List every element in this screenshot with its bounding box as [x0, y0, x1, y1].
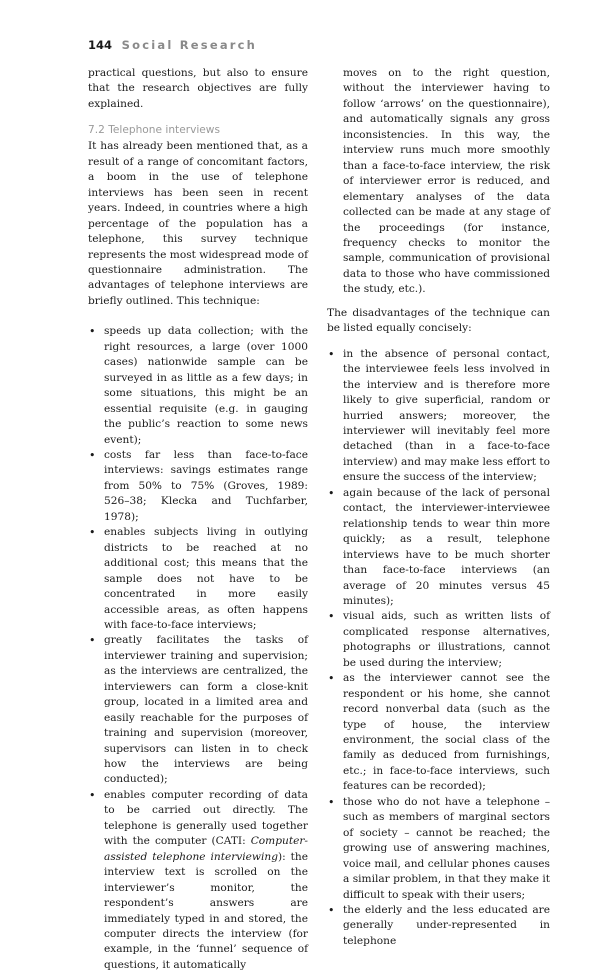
right-column	[327, 66, 550, 949]
advantages-list	[88, 324, 308, 973]
list-item	[88, 788, 308, 973]
left-column	[88, 66, 308, 973]
list-item: • costs far less than face-to-face interviews: savings estimates range from 50% to 75% (Groves, 1989: 526–38; Klecka and Tuchfarber, 1978);	[88, 448, 308, 525]
list-item: • greatly facilitates the tasks of interviewer training and supervision; as the interviews are centralized, the interviewers can form a close-knit group, located in a limited area and easily reachable for the purposes of training and supervision (moreover, supervisors can listen in to check how the interviews are being conducted);	[88, 633, 308, 788]
intro-paragraph: It has already been mentioned that, as a result of a range of concomitant factors, a boom in the use of telephone interviews has been seen in recent years. Indeed, in countries where a high percentage of the population has a telephone, this survey technique represents the most widespread mode of questionnaire administration. The advantages of telephone interviews are briefly outlined. This technique:	[88, 140, 308, 307]
list-item: • visual aids, such as written lists of complicated response alternatives, photographs or illustrations, cannot be used during the interview;	[327, 609, 550, 671]
list-item: • the elderly and the less educated are generally under-represented in telephone	[327, 903, 550, 949]
continued-bullet-text: moves on to the right question, without the interviewer having to follow ‘arrows’ on the questionnaire), and automatically signals any gross inconsistencies. In this way, the interview runs much more smoothly than a face-to-face interview, the risk of interviewer error is reduced, and elementary analyses of the data collected can be made at any stage of the proceedings (for instance, frequency checks to monitor the sample, communication of provisional data to those who have commissioned the study, etc.).	[343, 67, 550, 296]
list-item: • those who do not have a telephone – such as members of marginal sectors of society – cannot be reached; the growing use of answering machines, voice mail, and cellular phones causes a similar problem, in that they make it difficult to speak with their users;	[327, 795, 550, 903]
list-item-text: ): the interview text is scrolled on the interviewer’s monitor, the respondent’s answers are immediately typed in and stored, the computer directs the interview (for example, in the ‘funnel’ sequence of questions, it automatically	[104, 850, 309, 971]
list-item: • enables subjects living in outlying districts to be reached at no additional cost; this means that the sample does not have to be concentrated in more easily accessible areas, as often happens with face-to-face interviews;	[88, 525, 308, 633]
list-item: • in the absence of personal contact, the interviewee feels less involved in the interview and is therefore more likely to give superficial, random or hurried answers; moreover, the interviewer will inevitably feel more detached (than in a face-to-face interview) and may make less effort to ensure the success of the interview;	[327, 347, 550, 486]
running-header	[88, 38, 257, 52]
running-title: Social Research	[121, 38, 258, 52]
disadvantages-intro: The disadvantages of the technique can be listed equally concisely:	[327, 306, 550, 335]
list-item: • speeds up data collection; with the right resources, a large (over 1000 cases) nationwide sample can be surveyed in as little as a few days; in some situations, this might be an essential requisite (e.g. in gauging the public’s reaction to some news event);	[88, 324, 308, 448]
cati-term: Computer-assisted telephone interviewing	[104, 835, 308, 863]
list-item-text: enables computer recording of data to be carried out directly. The telephone is generally used together with the computer (CATI:	[104, 788, 308, 848]
section-heading: 7.2 Telephone interviews	[88, 124, 220, 137]
opening-paragraph: practical questions, but also to ensure that the research objectives are fully explained.	[88, 67, 308, 110]
page-number: 144	[88, 38, 113, 52]
list-item: • again because of the lack of personal contact, the interviewer-interviewee relationship tends to wear thin more quickly; as a result, telephone interviews have to be much shorter than face-to-face interviews (an average of 20 minutes versus 45 minutes);	[327, 486, 550, 610]
disadvantages-list	[327, 347, 550, 950]
list-item: • as the interviewer cannot see the respondent or his home, she cannot record nonverbal data (such as the type of house, the interview environment, the social class of the family as deduced from furnishings, etc.; in face-to-face interviews, such features can be recorded);	[327, 671, 550, 795]
